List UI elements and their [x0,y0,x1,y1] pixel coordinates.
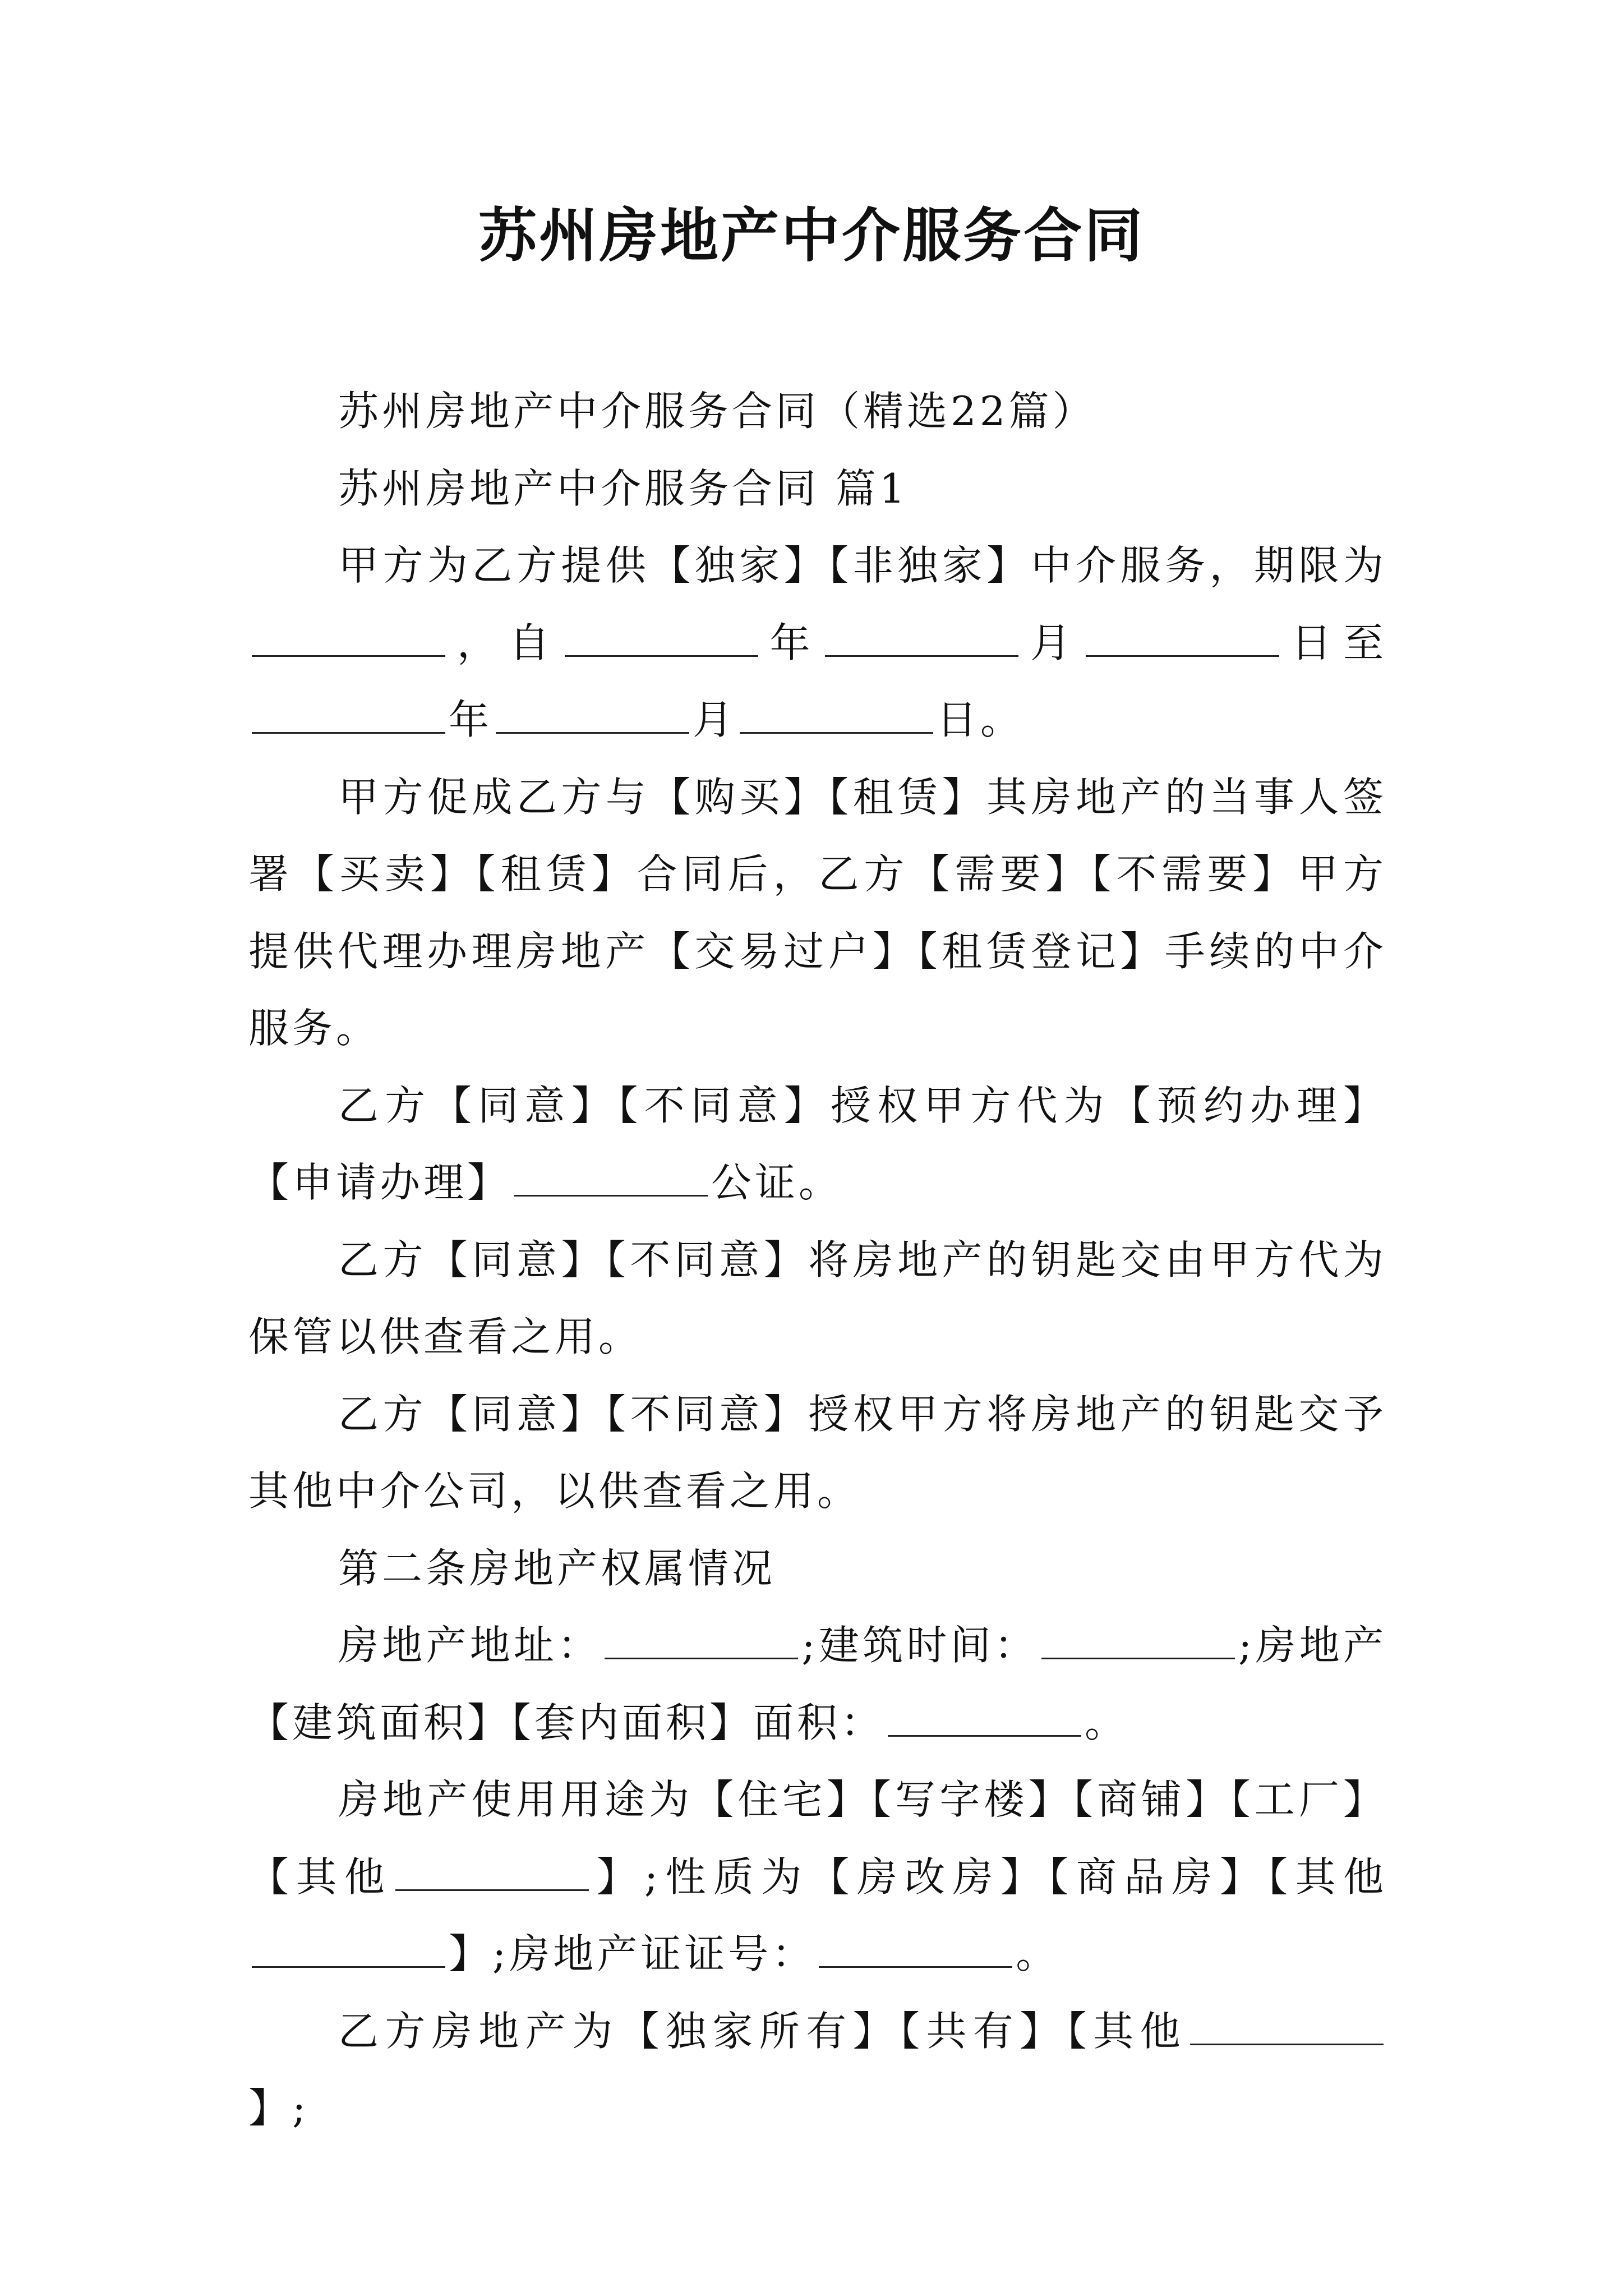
fill-in-blank [252,694,445,734]
paragraph-text: 。 [1016,1930,1060,1977]
paragraph-text: 苏州房地产中介服务合同 篇1 [338,464,909,512]
fill-in-blank [605,1619,798,1659]
paragraph-text: 】;房地产证证号： [449,1930,816,1977]
paragraph-text: 甲方为乙方提供【独家】【非独家】中介服务，期限为 [338,542,1387,589]
paragraph-property-address [248,1607,1387,1761]
paragraph-text: 苏州房地产中介服务合同（精选22篇） [338,388,1096,435]
paragraph-text: 甲方促成乙方与【购买】【租赁】其房地产的当事人签署【买卖】【租赁】合同后，乙方【需要】【不需要】甲方提供代理办理房地产【交易过户】【租赁登记】手续的中介服务。 [248,773,1387,1052]
paragraph-text: 年 [449,696,493,743]
paragraph-text: 月 [1022,619,1083,666]
paragraph-key-other-agency [248,1376,1387,1530]
paragraph-text: 房地产使用用途为【住宅】【写字楼】【商铺】【工厂】【其他 [248,1776,1387,1901]
paragraph-text: 房地产地址： [338,1622,602,1669]
paragraph-text: 日。 [937,696,1025,743]
paragraph-text: ;房地产【建筑面积】【套内面积】面积： [248,1622,1387,1746]
paragraph-text: 公证。 [711,1159,843,1206]
paragraph-service-term [248,527,1387,759]
fill-in-blank [1190,2005,1384,2045]
paragraph-text: ，自 [449,619,561,666]
fill-in-blank [825,616,1018,656]
paragraph-text: 乙方【同意】【不同意】授权甲方将房地产的钥匙交予其他中介公司，以供查看之用。 [248,1390,1387,1515]
paragraph-subtitle [248,373,1387,450]
paragraph-text: 第二条房地产权属情况 [338,1544,776,1592]
paragraph-notarization [248,1068,1387,1222]
paragraph-text: 乙方【同意】【不同意】将房地产的钥匙交由甲方代为保管以供查看之用。 [248,1236,1387,1360]
fill-in-blank [252,1928,445,1968]
fill-in-blank [740,694,933,734]
paragraph-text: 。 [1085,1699,1129,1746]
paragraph-article-2 [248,1530,1387,1608]
fill-in-blank [252,616,445,656]
paragraph-property-use [248,1761,1387,1993]
fill-in-blank [565,616,758,656]
fill-in-blank [496,694,689,734]
paragraph-text: 】;性质为【房改房】【商品房】【其他 [592,1853,1387,1901]
fill-in-blank [395,1851,589,1890]
fill-in-blank [888,1696,1081,1736]
paragraph-text: ;建筑时间： [801,1622,1039,1669]
paragraph-text: 年 [761,619,822,666]
paragraph-text: 乙方【同意】【不同意】授权甲方代为【预约办理】【申请办理】 [248,1082,1387,1206]
paragraph-text: 】; [248,2085,310,2132]
document-title: 苏州房地产中介服务合同 [478,201,1145,270]
fill-in-blank [1086,616,1279,656]
fill-in-blank [1041,1619,1235,1659]
fill-in-blank [514,1157,708,1197]
paragraph-key-custody [248,1222,1387,1376]
fill-in-blank [819,1928,1012,1968]
paragraph-chapter-heading [248,450,1387,528]
paragraph-transfer-service [248,759,1387,1068]
paragraph-text: 日至 [1283,619,1387,666]
paragraph-text: 乙方房地产为【独家所有】【共有】【其他 [338,2007,1187,2055]
paragraph-ownership [248,1993,1387,2147]
document-body [248,373,1387,2147]
paragraph-text: 月 [693,696,737,743]
